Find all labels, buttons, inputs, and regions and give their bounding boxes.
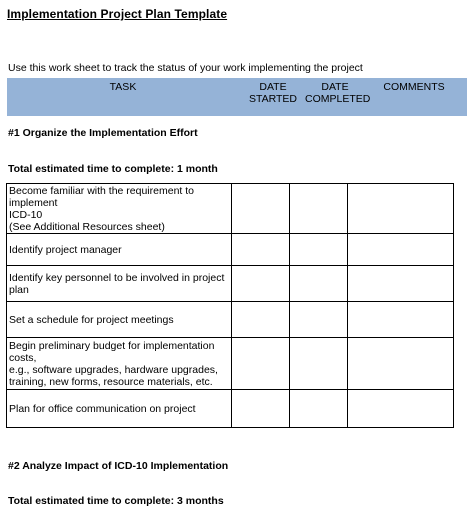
date-completed-cell[interactable] — [290, 302, 348, 338]
document-title: Implementation Project Plan Template — [7, 7, 228, 21]
comments-cell[interactable] — [348, 390, 454, 428]
header-date-completed: DATE COMPLETED — [305, 81, 371, 105]
table-row — [7, 184, 454, 234]
table-row — [7, 234, 454, 266]
table-row — [7, 338, 454, 390]
task-cell[interactable]: Begin preliminary budget for implementation costs, e.g., software upgrades, hardware upgrades, training, new forms, resource materials, etc. — [7, 338, 232, 390]
date-completed-cell[interactable] — [290, 184, 348, 234]
task-cell[interactable]: Become familiar with the requirement to implement ICD-10 (See Additional Resources sheet) — [7, 184, 232, 234]
date-completed-cell[interactable] — [290, 390, 348, 428]
header-task: TASK — [109, 81, 137, 93]
date-started-cell[interactable] — [232, 338, 290, 390]
comments-cell[interactable] — [348, 338, 454, 390]
task-cell[interactable]: Identify key personnel to be involved in project plan — [7, 266, 232, 302]
section-2-total: Total estimated time to complete: 3 months — [8, 495, 224, 507]
date-started-cell[interactable] — [232, 184, 290, 234]
header-comments: COMMENTS — [383, 81, 445, 93]
section-1-total: Total estimated time to complete: 1 month — [8, 163, 218, 175]
table-row — [7, 302, 454, 338]
comments-cell[interactable] — [348, 266, 454, 302]
comments-cell[interactable] — [348, 302, 454, 338]
comments-cell[interactable] — [348, 184, 454, 234]
date-started-cell[interactable] — [232, 390, 290, 428]
date-started-cell[interactable] — [232, 302, 290, 338]
header-date-started: DATE STARTED — [248, 81, 298, 105]
table-header-band — [7, 78, 467, 116]
table-row — [7, 390, 454, 428]
task-cell[interactable]: Identify project manager — [7, 234, 232, 266]
date-completed-cell[interactable] — [290, 234, 348, 266]
task-table — [6, 183, 454, 428]
date-completed-cell[interactable] — [290, 338, 348, 390]
section-1-heading: #1 Organize the Implementation Effort — [8, 127, 198, 139]
date-completed-cell[interactable] — [290, 266, 348, 302]
table-row — [7, 266, 454, 302]
task-cell[interactable]: Plan for office communication on project — [7, 390, 232, 428]
task-cell[interactable]: Set a schedule for project meetings — [7, 302, 232, 338]
section-2-heading: #2 Analyze Impact of ICD-10 Implementation — [8, 460, 229, 472]
date-started-cell[interactable] — [232, 266, 290, 302]
date-started-cell[interactable] — [232, 234, 290, 266]
intro-text: Use this work sheet to track the status of your work implementing the project — [8, 62, 363, 74]
comments-cell[interactable] — [348, 234, 454, 266]
